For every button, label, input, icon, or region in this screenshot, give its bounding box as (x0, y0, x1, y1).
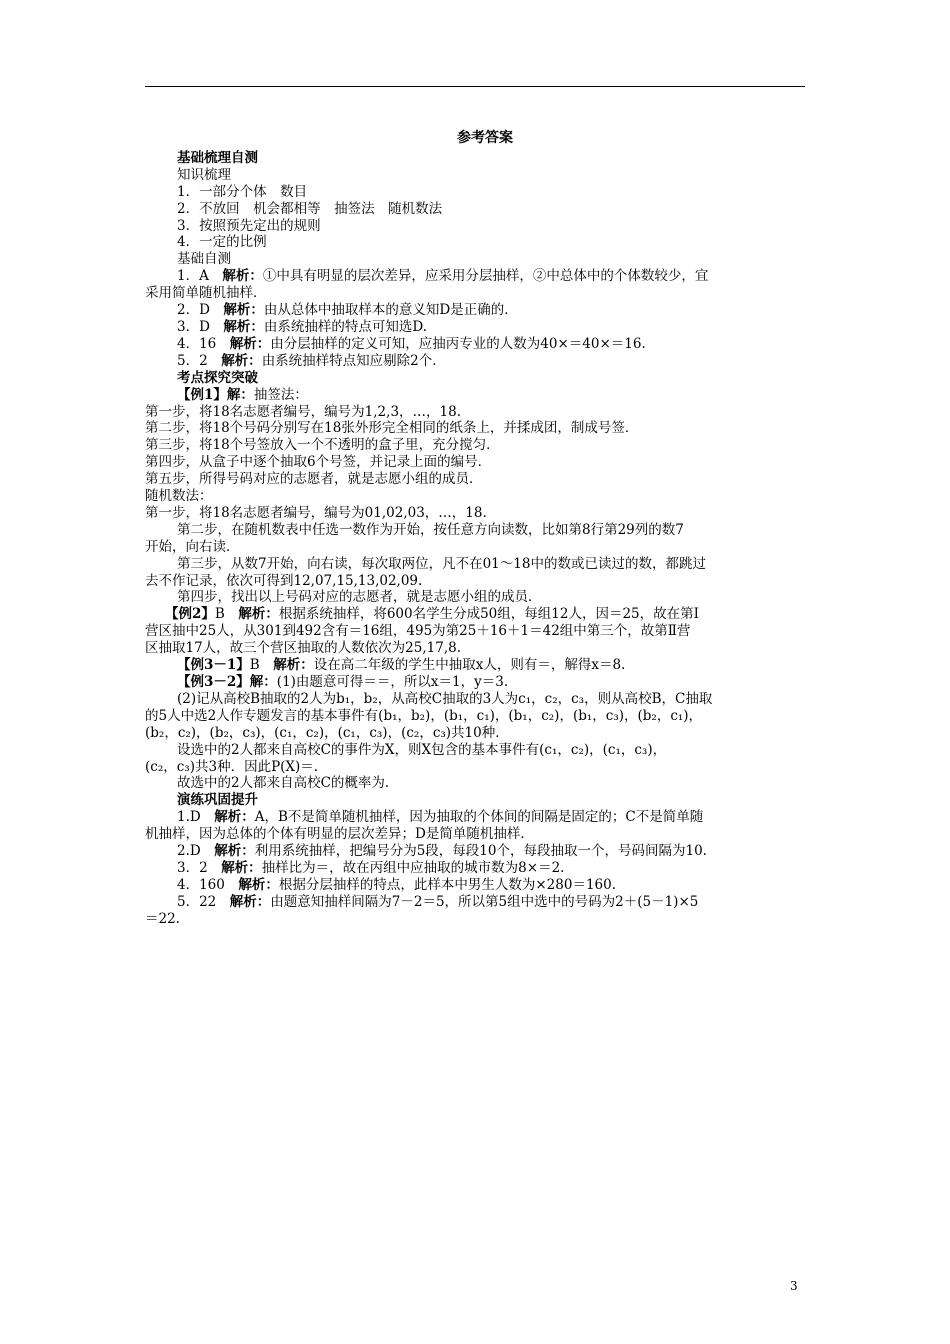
example-3-2-line-4: (b₂，c₂)，(b₂，c₃)，(c₁，c₂)，(c₁，c₃)，(c₂，c₃)共10种． (145, 724, 509, 741)
example-1-method-2: 随机数法： (145, 488, 213, 505)
practice-answer-2: 2.D 解析：利用系统抽样，把编号分为5段，每段10个，每段抽取一个，号码间隔为10. (177, 843, 707, 860)
example-1-step-1: 第一步，将18名志愿者编号，编号为1,2,3，…，18. (145, 403, 461, 420)
example-3-2-line-6: (c₂，c₃)共3种．因此P(X)＝. (145, 758, 319, 775)
selftest-answer-5: 5．2 解析：由系统抽样特点知应剔除2个． (177, 352, 446, 369)
example-1-step-4: 第四步，从盒子中逐个抽取6个号签，并记录上面的编号． (145, 454, 492, 471)
page-number: 3 (790, 1279, 798, 1293)
example-3-2-line-2: (2)记从高校B抽取的2人为b₁，b₂，从高校C抽取的3人为c₁，c₂，c₃，则从高校B，C抽取 (177, 690, 713, 707)
example-1-step-2: 第二步，将18个号码分别写在18张外形完全相同的纸条上，并揉成团，制成号签． (145, 420, 639, 437)
practice-answer-5-cont: ＝22. (145, 910, 180, 927)
example-3-2-line-7: 故选中的2人都来自高校C的概率为. (177, 775, 390, 792)
example-3-1: 【例3－1】B 解析：设在高二年级的学生中抽取x人，则有＝，解得x＝8. (177, 657, 626, 674)
section-heading-practice: 演练巩固提升 (177, 792, 258, 809)
subheading-knowledge: 知识梳理 (177, 166, 231, 183)
example-1-random-step-3-cont: 去不作记录，依次可得到12,07,15,13,02,09. (145, 572, 423, 589)
practice-answer-5: 5．22 解析：由题意知抽样间隔为7－2＝5，所以第5组中选中的号码为2＋(5－1)×5 (177, 893, 699, 910)
practice-answer-4: 4．160 解析：根据分层抽样的特点，此样本中男生人数为×280＝160. (177, 876, 616, 893)
practice-answer-1-cont: 机抽样，因为总体的个体有明显的层次差异；D是简单随机抽样． (145, 826, 534, 843)
practice-answer-3: 3．2 解析：抽样比为＝，故在丙组中应抽取的城市数为8×＝2. (177, 859, 565, 876)
example-1-random-step-2: 第二步，在随机数表中任选一数作为开始，按任意方向读数，比如第8行第29列的数7 (177, 521, 684, 538)
selftest-answer-3: 3．D 解析：由系统抽样的特点可知选D. (177, 318, 428, 335)
example-1-step-5: 第五步，所得号码对应的志愿者，就是志愿小组的成员． (145, 471, 483, 488)
knowledge-item-3: 3．按照预先定出的规则 (177, 217, 321, 234)
section-heading-basics: 基础梳理自测 (177, 149, 258, 166)
practice-answer-1: 1.D 解析：A，B不是简单随机抽样，因为抽取的个体间的间隔是固定的；C不是简单随 (177, 809, 704, 826)
example-3-2-line-3: 的5人中选2人作专题发言的基本事件有(b₁，b₂)，(b₁，c₁)，(b₁，c₂)，(b₁，c₃)，(b₂，c₁)， (145, 707, 703, 724)
knowledge-item-4: 4．一定的比例 (177, 234, 267, 251)
answer-content (145, 130, 805, 928)
example-1-random-step-1: 第一步，将18名志愿者编号，编号为01,02,03，…，18. (145, 504, 487, 521)
example-1-random-step-2-cont: 开始，向右读． (145, 538, 240, 555)
selftest-answer-4: 4．16 解析：由分层抽样的定义可知，应抽丙专业的人数为40×＝40×＝16. (177, 335, 646, 352)
selftest-answer-2: 2．D 解析：由从总体中抽取样本的意义知D是正确的． (177, 302, 518, 319)
example-2: 【例2】B 解析：根据系统抽样，将600名学生分成50组，每组12人，因＝25，故在第Ⅰ (165, 606, 699, 623)
example-1-heading: 【例1】解：抽签法： (177, 386, 308, 403)
selftest-answer-1: 1．A 解析：①中具有明显的层次差异，应采用分层抽样，②中总体中的个体数较少，宜 (177, 268, 709, 285)
header-rule (145, 86, 805, 87)
knowledge-item-2: 2．不放回 机会都相等 抽签法 随机数法 (177, 200, 443, 217)
example-1-random-step-4: 第四步，找出以上号码对应的志愿者，就是志愿小组的成员． (177, 589, 542, 606)
example-2-line-2: 营区抽中25人，从301到492含有＝16组，495为第25＋16＋1＝42组中第三个，故第Ⅱ营 (145, 623, 691, 640)
page-title: 参考答案 (457, 130, 513, 146)
example-1-step-3: 第三步，将18个号签放入一个不透明的盒子里，充分搅匀． (145, 437, 500, 454)
example-1-random-step-3: 第三步，从数7开始，向右读，每次取两位，凡不在01～18中的数或已读过的数，都跳过 (177, 555, 706, 572)
section-heading-topics: 考点探究突破 (177, 369, 258, 386)
selftest-answer-1-cont: 采用简单随机抽样． (145, 285, 267, 302)
subheading-selftest: 基础自测 (177, 251, 231, 268)
example-3-2: 【例3－2】解：(1)由题意可得＝＝，所以x＝1，y＝3. (177, 674, 509, 690)
knowledge-item-1: 1．一部分个体 数目 (177, 183, 308, 200)
example-3-2-line-5: 设选中的2人都来自高校C的事件为X，则X包含的基本事件有(c₁，c₂)，(c₁，c₃)， (177, 741, 667, 758)
example-2-line-3: 区抽取17人，故三个营区抽取的人数依次为25,17,8. (145, 640, 461, 657)
